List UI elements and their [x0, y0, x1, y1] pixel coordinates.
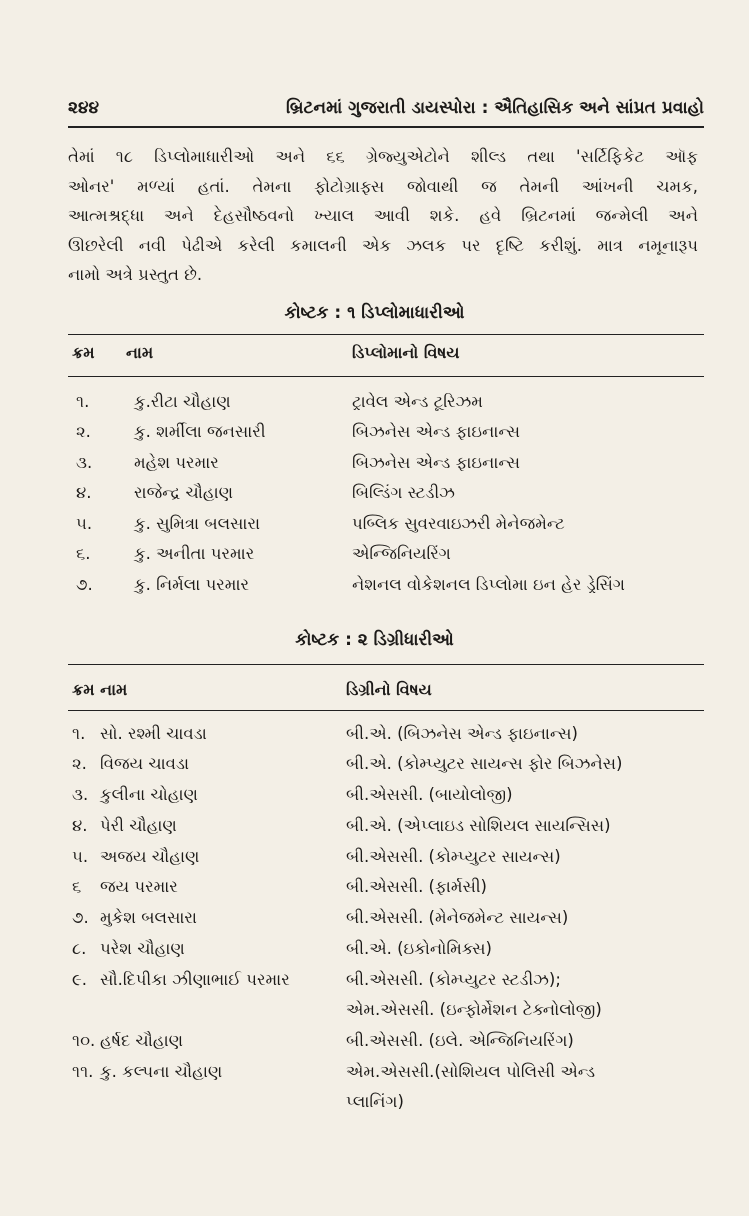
table-row	[0, 816, 749, 846]
table-row	[0, 392, 749, 422]
table2-title: કોષ્ટક : ૨ ડિગ્રીધારીઓ	[295, 630, 454, 650]
intro-line: નામો અત્રે પ્રસ્તુત છે.	[68, 265, 203, 284]
intro-line: ઊછરેલી નવી પેઢીએ કરેલી કમાલની એક ઝલક પર દૃષ્ટિ કરીશું. માત્ર નમૂનારૂપ	[68, 235, 698, 255]
row-number: ૧૧.	[72, 1062, 94, 1081]
row-number: ૮.	[72, 939, 87, 958]
row-subject: બી.એ. (બિઝનેસ એન્ડ ફાઇનાન્સ)	[346, 724, 578, 743]
row-subject: બી.એ. (ઇકોનોમિક્સ)	[346, 939, 492, 958]
table-row	[0, 908, 749, 938]
table-row	[0, 1092, 749, 1122]
row-subject: બી.એસસી. (કોમ્પ્યુટર સ્ટડીઝ);	[346, 970, 561, 989]
table-row	[0, 1031, 749, 1061]
row-subject: પબ્લિક સુવરવાઇઝરી મેનેજમેન્ટ	[352, 514, 565, 533]
table-row	[0, 877, 749, 907]
row-subject: બી.એસસી. (ફાર્મસી)	[346, 877, 487, 896]
table-row	[0, 514, 749, 544]
table2-col-num-name: ક્રમ નામ	[72, 680, 128, 699]
table1-col-num: ક્રમ	[72, 343, 95, 362]
row-subject: બી.એસસી. (બાયોલોજી)	[346, 785, 513, 804]
table-row	[0, 1000, 749, 1030]
row-name: પરેશ ચૌહાણ	[100, 939, 185, 958]
row-number: ૯.	[72, 970, 88, 989]
table1-header-rule	[68, 376, 704, 377]
row-subject: બી.એ. (કોમ્પ્યુટર સાયન્સ ફોર બિઝનેસ)	[346, 754, 623, 773]
row-number: ૫.	[76, 514, 93, 533]
row-name: કુ. કલ્પના ચૌહાણ	[100, 1062, 223, 1081]
intro-paragraph	[68, 142, 698, 290]
table-row	[0, 724, 749, 754]
row-number: ૩.	[72, 785, 89, 804]
row-subject: પ્લાનિંગ)	[346, 1092, 404, 1111]
row-subject: એન્જિનિયરિંગ	[352, 544, 451, 563]
row-number: ૧.	[72, 724, 86, 743]
table2-col-subject: ડિગ્રીનો વિષય	[346, 680, 432, 699]
row-name: કુ.રીટા ચૌહાણ	[134, 392, 231, 411]
row-subject: બી.એ. (એપ્લાઇડ સોશિયલ સાયન્સિસ)	[346, 816, 611, 835]
intro-line: ઓનર' મળ્યાં હતાં. તેમના ફોટોગ્રાફ્સ જોવાથી જ તેમની આંખની ચમક,	[68, 176, 698, 196]
row-name: અજય ચૌહાણ	[100, 847, 200, 866]
table-row	[0, 970, 749, 1000]
row-subject: બી.એસસી. (કોમ્પ્યુટર સાયન્સ)	[346, 847, 561, 866]
intro-line: તેમાં ૧૮ ડિપ્લોમાધારીઓ અને ૬૬ ગ્રેજ્યુએટોને શીલ્ડ તથા 'સર્ટિફિકેટ ઑફ	[68, 147, 698, 166]
table1-title: કોષ્ટક : ૧ ડિપ્લોમાધારીઓ	[284, 303, 465, 323]
table-row	[0, 754, 749, 784]
table-row	[0, 575, 749, 605]
row-number: ૭.	[72, 908, 89, 927]
table2-header-rule	[68, 710, 704, 711]
table-row	[0, 847, 749, 877]
row-name: કુલીના ચોહાણ	[100, 785, 198, 804]
table1-col-subject: ડિપ્લોમાનો વિષય	[352, 343, 460, 362]
row-name: રાજેન્દ્ર ચૌહાણ	[134, 483, 234, 502]
row-number: ૬	[72, 877, 82, 896]
table2-top-rule	[68, 664, 704, 665]
row-number: ૨.	[72, 754, 87, 773]
row-number: ૨.	[76, 422, 91, 441]
row-number: ૧૦.	[72, 1031, 96, 1050]
row-number: ૧.	[76, 392, 90, 411]
table-row	[0, 785, 749, 815]
table-row	[0, 483, 749, 513]
row-number: ૫.	[72, 847, 89, 866]
table-row	[0, 1062, 749, 1092]
row-name: કુ. નિર્મલા પરમાર	[134, 575, 250, 594]
row-name: કુ. અનીતા પરમાર	[134, 544, 255, 563]
row-number: ૬.	[76, 544, 91, 563]
table-row	[0, 422, 749, 452]
table-row	[0, 544, 749, 574]
row-name: વિજય ચાવડા	[100, 754, 189, 773]
table-row	[0, 453, 749, 483]
book-title: બ્રિટનમાં ગુજરાતી ડાયસ્પોરા : ઐતિહાસિક અને સાંપ્રત પ્રવાહો	[286, 98, 704, 118]
row-name: મુકેશ બલસારા	[100, 908, 197, 927]
row-subject: બી.એસસી. (મેનેજમેન્ટ સાયન્સ)	[346, 908, 569, 927]
table1-col-name: નામ	[126, 343, 154, 362]
row-subject: બી.એસસી. (ઇલે. એન્જિનિયરિંગ)	[346, 1031, 574, 1050]
row-subject: બિલ્ડિંગ સ્ટડીઝ	[352, 483, 455, 502]
row-number: ૪.	[72, 816, 88, 835]
row-subject: ટ્રાવેલ એન્ડ ટૂરિઝમ	[352, 392, 483, 411]
row-subject: એમ.એસસી. (ઇન્ફોર્મેશન ટેક્નોલોજી)	[346, 1000, 602, 1019]
row-number: ૪.	[76, 483, 92, 502]
intro-line: આત્મશ્રદ્ધા અને દેહસૌષ્ઠવનો ખ્યાલ આવી શકે. હવે બ્રિટનમાં જન્મેલી અને	[68, 206, 698, 225]
row-name: સૌ.દિપીકા ઝીણાભાઈ પરમાર	[100, 970, 290, 989]
row-name: મહેશ પરમાર	[134, 453, 219, 472]
row-number: ૭.	[76, 575, 93, 594]
header-rule	[68, 126, 704, 128]
row-name: જય પરમાર	[100, 877, 178, 896]
row-name: કુ. સુમિત્રા બલસારા	[134, 514, 261, 533]
table-row	[0, 939, 749, 969]
row-name: કુ. શર્મીલા જનસારી	[134, 422, 266, 441]
row-subject: નેશનલ વોકેશનલ ડિપ્લોમા ઇન હેર ડ્રેસિંગ	[352, 575, 625, 594]
table1-top-rule	[68, 334, 704, 335]
page-number: ૨૪૪	[68, 98, 100, 118]
row-subject: બિઝનેસ એન્ડ ફાઇનાન્સ	[352, 422, 520, 441]
row-number: ૩.	[76, 453, 93, 472]
row-name: સો. રશ્મી ચાવડા	[100, 724, 207, 743]
row-name: હર્ષદ ચૌહાણ	[100, 1031, 184, 1050]
running-header	[68, 94, 704, 124]
row-subject: બિઝનેસ એન્ડ ફાઇનાન્સ	[352, 453, 520, 472]
row-subject: એમ.એસસી.(સોશિયલ પોલિસી એન્ડ	[346, 1062, 596, 1081]
row-name: પેરી ચૌહાણ	[100, 816, 177, 835]
